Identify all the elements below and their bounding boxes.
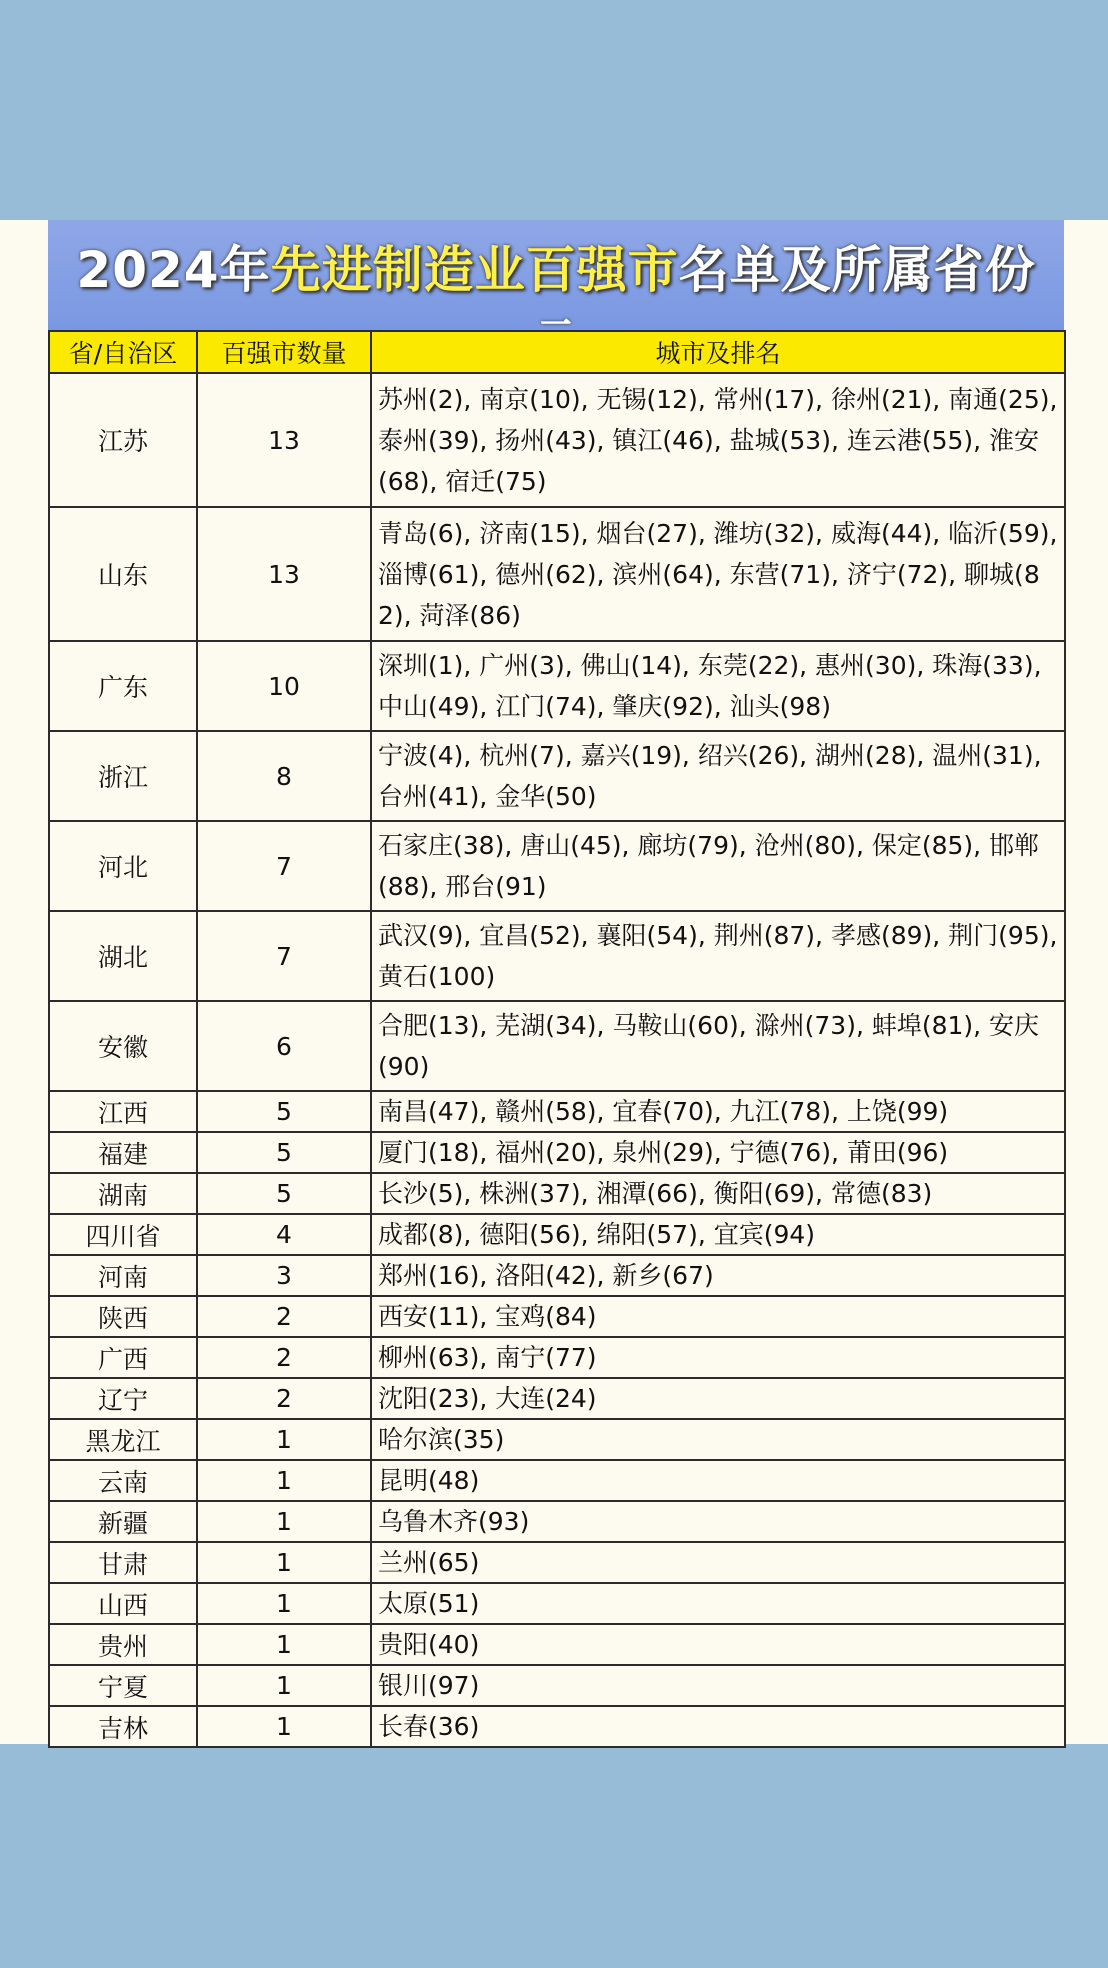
province-cell: 广东 (49, 641, 197, 731)
count-cell: 7 (197, 911, 371, 1001)
cities-cell: 哈尔滨(35) (371, 1419, 1065, 1460)
table-header-row (49, 331, 1065, 373)
title-banner (48, 220, 1064, 330)
province-cell: 湖北 (49, 911, 197, 1001)
count-cell: 2 (197, 1296, 371, 1337)
province-cell: 河南 (49, 1255, 197, 1296)
cities-cell: 深圳(1), 广州(3), 佛山(14), 东莞(22), 惠州(30), 珠海(33), 中山(49), 江门(74), 肇庆(92), 汕头(98) (371, 641, 1065, 731)
province-cell: 云南 (49, 1460, 197, 1501)
count-cell: 2 (197, 1378, 371, 1419)
table-row (49, 1624, 1065, 1665)
cities-cell: 厦门(18), 福州(20), 泉州(29), 宁德(76), 莆田(96) (371, 1132, 1065, 1173)
count-cell: 5 (197, 1132, 371, 1173)
cities-cell: 成都(8), 德阳(56), 绵阳(57), 宜宾(94) (371, 1214, 1065, 1255)
cities-cell: 太原(51) (371, 1583, 1065, 1624)
count-cell: 6 (197, 1001, 371, 1091)
count-cell: 5 (197, 1173, 371, 1214)
cities-cell: 合肥(13), 芜湖(34), 马鞍山(60), 滁州(73), 蚌埠(81), 安庆(90) (371, 1001, 1065, 1091)
table-row (49, 373, 1065, 507)
province-cell: 广西 (49, 1337, 197, 1378)
count-cell: 3 (197, 1255, 371, 1296)
count-cell: 13 (197, 507, 371, 641)
province-cell: 黑龙江 (49, 1419, 197, 1460)
cities-cell: 西安(11), 宝鸡(84) (371, 1296, 1065, 1337)
count-cell: 5 (197, 1091, 371, 1132)
count-cell: 1 (197, 1665, 371, 1706)
cities-cell: 沈阳(23), 大连(24) (371, 1378, 1065, 1419)
province-cell: 江西 (49, 1091, 197, 1132)
table-body (49, 373, 1065, 1747)
header-cities: 城市及排名 (371, 331, 1065, 373)
cities-cell: 石家庄(38), 唐山(45), 廊坊(79), 沧州(80), 保定(85), 邯郸(88), 邢台(91) (371, 821, 1065, 911)
province-cell: 湖南 (49, 1173, 197, 1214)
count-cell: 8 (197, 731, 371, 821)
count-cell: 1 (197, 1624, 371, 1665)
header-count: 百强市数量 (197, 331, 371, 373)
ranking-table (48, 330, 1066, 1748)
table-row (49, 731, 1065, 821)
cities-cell: 长春(36) (371, 1706, 1065, 1747)
cities-cell: 宁波(4), 杭州(7), 嘉兴(19), 绍兴(26), 湖州(28), 温州(31), 台州(41), 金华(50) (371, 731, 1065, 821)
count-cell: 1 (197, 1460, 371, 1501)
province-cell: 宁夏 (49, 1665, 197, 1706)
cities-cell: 南昌(47), 赣州(58), 宜春(70), 九江(78), 上饶(99) (371, 1091, 1065, 1132)
province-cell: 山西 (49, 1583, 197, 1624)
count-cell: 1 (197, 1419, 371, 1460)
province-cell: 甘肃 (49, 1542, 197, 1583)
table-row (49, 821, 1065, 911)
title-year: 2024年 (76, 241, 271, 299)
table-row (49, 1542, 1065, 1583)
province-cell: 河北 (49, 821, 197, 911)
title-highlight: 先进制造业百强市 (270, 241, 679, 299)
cities-cell: 长沙(5), 株洲(37), 湘潭(66), 衡阳(69), 常德(83) (371, 1173, 1065, 1214)
province-cell: 新疆 (49, 1501, 197, 1542)
cities-cell: 苏州(2), 南京(10), 无锡(12), 常州(17), 徐州(21), 南通(25), 泰州(39), 扬州(43), 镇江(46), 盐城(53), 连云港(55), 淮安(68), 宿迁(75) (371, 373, 1065, 507)
table-row (49, 1337, 1065, 1378)
cities-cell: 青岛(6), 济南(15), 烟台(27), 潍坊(32), 威海(44), 临沂(59), 淄博(61), 德州(62), 滨州(64), 东营(71), 济宁(72), 聊城(82), 菏泽(86) (371, 507, 1065, 641)
count-cell: 10 (197, 641, 371, 731)
cities-cell: 柳州(63), 南宁(77) (371, 1337, 1065, 1378)
header-province: 省/自治区 (49, 331, 197, 373)
count-cell: 1 (197, 1501, 371, 1542)
count-cell: 1 (197, 1583, 371, 1624)
province-cell: 安徽 (49, 1001, 197, 1091)
province-cell: 贵州 (49, 1624, 197, 1665)
table-row (49, 1214, 1065, 1255)
table-row (49, 1091, 1065, 1132)
cities-cell: 兰州(65) (371, 1542, 1065, 1583)
table-row (49, 1706, 1065, 1747)
table-row (49, 1378, 1065, 1419)
page-title (48, 226, 1064, 314)
table-row (49, 1255, 1065, 1296)
province-cell: 江苏 (49, 373, 197, 507)
count-cell: 4 (197, 1214, 371, 1255)
table-row (49, 1665, 1065, 1706)
cities-cell: 银川(97) (371, 1665, 1065, 1706)
table-row (49, 641, 1065, 731)
cities-cell: 贵阳(40) (371, 1624, 1065, 1665)
cities-cell: 乌鲁木齐(93) (371, 1501, 1065, 1542)
count-cell: 1 (197, 1706, 371, 1747)
table-row (49, 1296, 1065, 1337)
count-cell: 13 (197, 373, 371, 507)
count-cell: 2 (197, 1337, 371, 1378)
table-row (49, 1501, 1065, 1542)
table-row (49, 1173, 1065, 1214)
table-row (49, 911, 1065, 1001)
cities-cell: 昆明(48) (371, 1460, 1065, 1501)
table-row (49, 1001, 1065, 1091)
title-suffix: 名单及所属省份 (678, 241, 1036, 299)
province-cell: 福建 (49, 1132, 197, 1173)
province-cell: 山东 (49, 507, 197, 641)
count-cell: 1 (197, 1542, 371, 1583)
table-row (49, 1460, 1065, 1501)
cities-cell: 武汉(9), 宜昌(52), 襄阳(54), 荆州(87), 孝感(89), 荆门(95), 黄石(100) (371, 911, 1065, 1001)
province-cell: 吉林 (49, 1706, 197, 1747)
cities-cell: 郑州(16), 洛阳(42), 新乡(67) (371, 1255, 1065, 1296)
table-row (49, 1583, 1065, 1624)
province-cell: 四川省 (49, 1214, 197, 1255)
table-row (49, 507, 1065, 641)
table-row (49, 1419, 1065, 1460)
count-cell: 7 (197, 821, 371, 911)
table-row (49, 1132, 1065, 1173)
province-cell: 浙江 (49, 731, 197, 821)
province-cell: 辽宁 (49, 1378, 197, 1419)
province-cell: 陕西 (49, 1296, 197, 1337)
